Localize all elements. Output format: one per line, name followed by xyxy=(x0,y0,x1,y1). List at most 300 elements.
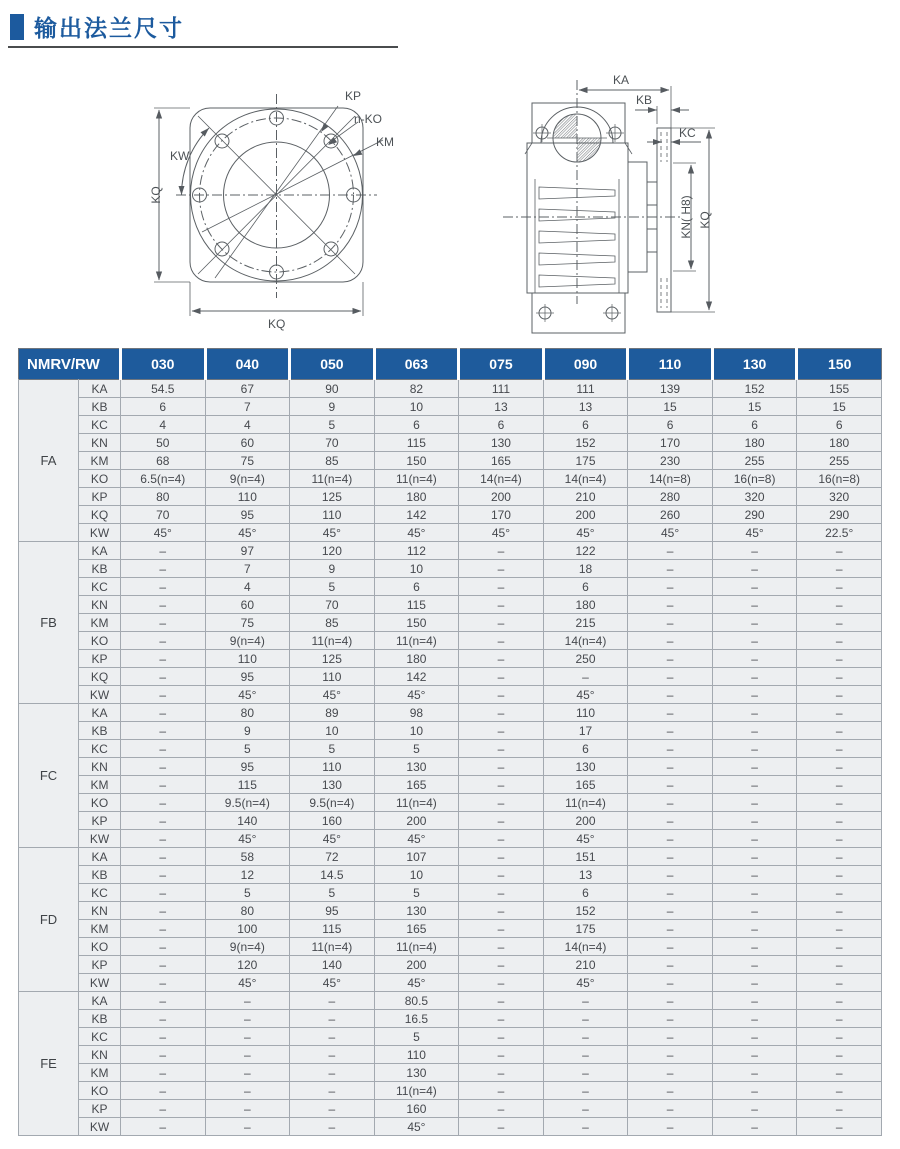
dim-value-cell: 45° xyxy=(290,974,375,992)
dim-value-cell: 14(n=8) xyxy=(628,470,713,488)
dim-value-cell: 45° xyxy=(459,524,544,542)
table-row xyxy=(19,686,882,704)
dim-value-cell: – xyxy=(628,740,713,758)
dim-value-cell: 255 xyxy=(712,452,797,470)
dim-value-cell: 110 xyxy=(290,668,375,686)
table-row xyxy=(19,416,882,434)
dim-value-cell: – xyxy=(543,992,628,1010)
dim-value-cell: 6 xyxy=(712,416,797,434)
dim-value-cell: – xyxy=(628,668,713,686)
dim-value-cell: 9 xyxy=(290,398,375,416)
dim-value-cell: – xyxy=(797,578,882,596)
dim-value-cell: 5 xyxy=(205,884,290,902)
dim-value-cell: – xyxy=(205,992,290,1010)
dim-value-cell: – xyxy=(628,758,713,776)
section-label-FB: FB xyxy=(19,542,79,704)
dim-value-cell: – xyxy=(712,812,797,830)
dim-value-cell: – xyxy=(797,920,882,938)
dim-value-cell: – xyxy=(459,686,544,704)
dim-label-cell: KM xyxy=(79,920,121,938)
dim-value-cell: 175 xyxy=(543,920,628,938)
dim-value-cell: 290 xyxy=(712,506,797,524)
table-row xyxy=(19,920,882,938)
dim-value-cell: 210 xyxy=(543,956,628,974)
dim-value-cell: – xyxy=(797,1046,882,1064)
dim-value-cell: 4 xyxy=(205,578,290,596)
dim-value-cell: 165 xyxy=(459,452,544,470)
dim-value-cell: 45° xyxy=(628,524,713,542)
dim-value-cell: 6 xyxy=(543,416,628,434)
dim-value-cell: 13 xyxy=(543,866,628,884)
dim-value-cell: 165 xyxy=(374,776,459,794)
dim-value-cell: – xyxy=(459,776,544,794)
dim-value-cell: – xyxy=(712,650,797,668)
dim-value-cell: – xyxy=(543,1100,628,1118)
dim-value-cell: – xyxy=(205,1082,290,1100)
dim-value-cell: – xyxy=(628,560,713,578)
dim-value-cell: 155 xyxy=(797,380,882,398)
dim-value-cell: – xyxy=(121,830,206,848)
dim-value-cell: – xyxy=(121,1118,206,1136)
dim-label-cell: KA xyxy=(79,542,121,560)
dim-value-cell: 152 xyxy=(543,902,628,920)
dim-label-cell: KA xyxy=(79,992,121,1010)
table-row xyxy=(19,830,882,848)
dim-value-cell: – xyxy=(797,956,882,974)
dim-value-cell: – xyxy=(290,1082,375,1100)
dim-value-cell: – xyxy=(628,812,713,830)
dim-value-cell: 130 xyxy=(290,776,375,794)
dim-value-cell: 122 xyxy=(543,542,628,560)
dim-value-cell: – xyxy=(797,794,882,812)
dim-value-cell: 45° xyxy=(290,686,375,704)
table-row xyxy=(19,776,882,794)
flange-table-body xyxy=(19,380,882,1136)
dim-value-cell: – xyxy=(459,830,544,848)
dim-value-cell: – xyxy=(712,848,797,866)
table-row xyxy=(19,1100,882,1118)
dim-value-cell: – xyxy=(290,1046,375,1064)
dim-label-cell: KW xyxy=(79,830,121,848)
dim-value-cell: 16(n=8) xyxy=(712,470,797,488)
dim-value-cell: 150 xyxy=(374,614,459,632)
dim-value-cell: 290 xyxy=(797,506,882,524)
table-row xyxy=(19,902,882,920)
dim-value-cell: – xyxy=(712,704,797,722)
dim-value-cell: 130 xyxy=(459,434,544,452)
table-row xyxy=(19,398,882,416)
dim-value-cell: 14(n=4) xyxy=(543,632,628,650)
table-row xyxy=(19,740,882,758)
dim-value-cell: – xyxy=(797,866,882,884)
dim-value-cell: 6 xyxy=(459,416,544,434)
dim-value-cell: – xyxy=(543,1118,628,1136)
section-label-FE: FE xyxy=(19,992,79,1136)
dim-value-cell: 85 xyxy=(290,614,375,632)
dim-value-cell: – xyxy=(628,830,713,848)
dim-value-cell: 200 xyxy=(374,956,459,974)
dim-value-cell: 5 xyxy=(374,740,459,758)
dim-value-cell: 7 xyxy=(205,560,290,578)
dim-label-cell: KW xyxy=(79,974,121,992)
dim-value-cell: – xyxy=(543,1064,628,1082)
dim-label-km: KM xyxy=(376,135,394,149)
dim-value-cell: – xyxy=(205,1046,290,1064)
dim-value-cell: 7 xyxy=(205,398,290,416)
dim-value-cell: 9 xyxy=(290,560,375,578)
dim-value-cell: – xyxy=(121,614,206,632)
dim-value-cell: – xyxy=(712,902,797,920)
dim-value-cell: 115 xyxy=(374,434,459,452)
table-row xyxy=(19,794,882,812)
table-row xyxy=(19,1082,882,1100)
dim-label-cell: KP xyxy=(79,1100,121,1118)
dim-value-cell: – xyxy=(459,884,544,902)
dim-label-cell: KB xyxy=(79,398,121,416)
dim-label-cell: KO xyxy=(79,794,121,812)
dim-value-cell: – xyxy=(712,1100,797,1118)
dim-value-cell: 160 xyxy=(374,1100,459,1118)
dim-value-cell: 58 xyxy=(205,848,290,866)
dim-value-cell: 14(n=4) xyxy=(459,470,544,488)
dim-value-cell: – xyxy=(290,1010,375,1028)
dim-label-cell: KN xyxy=(79,758,121,776)
dim-value-cell: 115 xyxy=(290,920,375,938)
dim-value-cell: 110 xyxy=(290,758,375,776)
dim-value-cell: – xyxy=(797,740,882,758)
dim-value-cell: 5 xyxy=(290,740,375,758)
table-row xyxy=(19,704,882,722)
dim-value-cell: 95 xyxy=(290,902,375,920)
table-row xyxy=(19,668,882,686)
dim-value-cell: 85 xyxy=(290,452,375,470)
dim-value-cell: – xyxy=(712,974,797,992)
dim-value-cell: 10 xyxy=(290,722,375,740)
dim-value-cell: 200 xyxy=(543,812,628,830)
dim-value-cell: – xyxy=(797,1100,882,1118)
dim-value-cell: – xyxy=(459,650,544,668)
dim-label-cell: KN xyxy=(79,434,121,452)
dim-label-n-ko: n-KO xyxy=(354,112,383,126)
dim-value-cell: 70 xyxy=(121,506,206,524)
section-label-FC: FC xyxy=(19,704,79,848)
dim-value-cell: 90 xyxy=(290,380,375,398)
dim-value-cell: 22.5° xyxy=(797,524,882,542)
dim-value-cell: 111 xyxy=(459,380,544,398)
dim-value-cell: – xyxy=(121,902,206,920)
dim-value-cell: – xyxy=(628,776,713,794)
dim-label-cell: KQ xyxy=(79,506,121,524)
dim-value-cell: 45° xyxy=(374,830,459,848)
table-row xyxy=(19,1118,882,1136)
dim-value-cell: 11(n=4) xyxy=(374,1082,459,1100)
dim-value-cell: – xyxy=(459,1028,544,1046)
dim-value-cell: – xyxy=(459,560,544,578)
dim-value-cell: – xyxy=(797,704,882,722)
dim-value-cell: – xyxy=(628,596,713,614)
dim-value-cell: 45° xyxy=(374,524,459,542)
dim-value-cell: 142 xyxy=(374,506,459,524)
dim-value-cell: 45° xyxy=(205,974,290,992)
table-row xyxy=(19,974,882,992)
dim-value-cell: – xyxy=(628,884,713,902)
dim-value-cell: – xyxy=(121,938,206,956)
dim-value-cell: – xyxy=(628,1118,713,1136)
dim-value-cell: 45° xyxy=(374,1118,459,1136)
dim-value-cell: 160 xyxy=(290,812,375,830)
dim-value-cell: – xyxy=(543,1010,628,1028)
dim-value-cell: 75 xyxy=(205,452,290,470)
dim-value-cell: – xyxy=(459,956,544,974)
dim-value-cell: – xyxy=(712,758,797,776)
dim-value-cell: 80 xyxy=(205,704,290,722)
gearbox-side-view-drawing xyxy=(495,62,727,338)
dim-label-cell: KM xyxy=(79,452,121,470)
dim-value-cell: 95 xyxy=(205,668,290,686)
column-header-030: 030 xyxy=(121,349,206,380)
dim-value-cell: 45° xyxy=(290,524,375,542)
dim-value-cell: – xyxy=(459,794,544,812)
dim-value-cell: 5 xyxy=(374,884,459,902)
table-row xyxy=(19,524,882,542)
dim-value-cell: – xyxy=(628,992,713,1010)
dim-value-cell: 115 xyxy=(374,596,459,614)
dim-value-cell: 180 xyxy=(374,650,459,668)
dim-value-cell: – xyxy=(121,722,206,740)
dim-value-cell: – xyxy=(712,614,797,632)
dim-value-cell: – xyxy=(121,992,206,1010)
table-row xyxy=(19,632,882,650)
dim-value-cell: 120 xyxy=(205,956,290,974)
dim-value-cell: 200 xyxy=(459,488,544,506)
dim-value-cell: 72 xyxy=(290,848,375,866)
dim-value-cell: – xyxy=(459,902,544,920)
dim-value-cell: 45° xyxy=(205,830,290,848)
dim-value-cell: – xyxy=(628,920,713,938)
dim-value-cell: 9.5(n=4) xyxy=(205,794,290,812)
dim-label-cell: KB xyxy=(79,866,121,884)
dim-value-cell: – xyxy=(459,614,544,632)
dim-value-cell: 320 xyxy=(797,488,882,506)
dim-value-cell: 45° xyxy=(290,830,375,848)
table-row xyxy=(19,488,882,506)
dim-value-cell: – xyxy=(290,1064,375,1082)
table-row xyxy=(19,758,882,776)
dim-value-cell: – xyxy=(628,542,713,560)
dim-value-cell: 139 xyxy=(628,380,713,398)
dim-value-cell: – xyxy=(628,650,713,668)
dim-value-cell: 5 xyxy=(290,416,375,434)
dim-value-cell: 15 xyxy=(797,398,882,416)
dim-value-cell: 13 xyxy=(459,398,544,416)
dim-value-cell: 6 xyxy=(543,884,628,902)
dim-label-cell: KN xyxy=(79,596,121,614)
dim-value-cell: – xyxy=(797,1028,882,1046)
dim-value-cell: 165 xyxy=(543,776,628,794)
dim-value-cell: – xyxy=(543,1046,628,1064)
dim-value-cell: – xyxy=(797,686,882,704)
title-underline xyxy=(8,46,398,48)
dim-value-cell: 11(n=4) xyxy=(290,938,375,956)
dim-value-cell: – xyxy=(459,722,544,740)
table-row xyxy=(19,542,882,560)
dim-label-cell: KP xyxy=(79,650,121,668)
dim-value-cell: 16(n=8) xyxy=(797,470,882,488)
dim-value-cell: – xyxy=(459,812,544,830)
dim-label-cell: KC xyxy=(79,740,121,758)
dim-value-cell: 97 xyxy=(205,542,290,560)
dim-value-cell: 111 xyxy=(543,380,628,398)
dim-value-cell: – xyxy=(797,668,882,686)
section-label-FD: FD xyxy=(19,848,79,992)
dim-value-cell: – xyxy=(459,1118,544,1136)
column-header-050: 050 xyxy=(290,349,375,380)
dim-label-kw: KW xyxy=(170,149,190,163)
dim-value-cell: – xyxy=(121,596,206,614)
dim-value-cell: – xyxy=(628,956,713,974)
dim-value-cell: 10 xyxy=(374,560,459,578)
dim-value-cell: – xyxy=(459,920,544,938)
dim-label-cell: KQ xyxy=(79,668,121,686)
dim-value-cell: – xyxy=(797,560,882,578)
dim-value-cell: 250 xyxy=(543,650,628,668)
dim-value-cell: – xyxy=(712,578,797,596)
dim-value-cell: 80 xyxy=(121,488,206,506)
dim-value-cell: 95 xyxy=(205,758,290,776)
table-row xyxy=(19,866,882,884)
dim-value-cell: – xyxy=(121,1100,206,1118)
dim-label-cell: KC xyxy=(79,578,121,596)
dim-value-cell: 45° xyxy=(543,686,628,704)
dim-value-cell: – xyxy=(459,974,544,992)
dim-value-cell: 130 xyxy=(374,758,459,776)
dim-value-cell: – xyxy=(121,560,206,578)
dim-label-kc: KC xyxy=(679,126,696,140)
dim-value-cell: – xyxy=(712,740,797,758)
dim-value-cell: 6 xyxy=(121,398,206,416)
dim-value-cell: – xyxy=(205,1028,290,1046)
dim-value-cell: – xyxy=(459,578,544,596)
dim-label-cell: KM xyxy=(79,776,121,794)
dim-value-cell: 54.5 xyxy=(121,380,206,398)
dim-value-cell: – xyxy=(205,1064,290,1082)
table-row xyxy=(19,650,882,668)
dim-value-cell: 120 xyxy=(290,542,375,560)
dim-value-cell: – xyxy=(797,596,882,614)
dim-label-cell: KC xyxy=(79,1028,121,1046)
dim-value-cell: – xyxy=(712,668,797,686)
dim-value-cell: – xyxy=(459,1064,544,1082)
dim-value-cell: – xyxy=(797,974,882,992)
dim-label-cell: KN xyxy=(79,1046,121,1064)
dim-value-cell: – xyxy=(459,542,544,560)
dim-value-cell: 11(n=4) xyxy=(374,938,459,956)
dim-value-cell: – xyxy=(121,650,206,668)
dim-value-cell: 82 xyxy=(374,380,459,398)
dim-value-cell: 15 xyxy=(712,398,797,416)
dim-value-cell: – xyxy=(712,1046,797,1064)
dim-value-cell: – xyxy=(628,974,713,992)
table-row xyxy=(19,596,882,614)
dim-value-cell: 45° xyxy=(374,686,459,704)
dim-value-cell: 180 xyxy=(374,488,459,506)
dim-value-cell: – xyxy=(712,794,797,812)
dim-label-cell: KM xyxy=(79,1064,121,1082)
dim-value-cell: – xyxy=(797,902,882,920)
dim-value-cell: – xyxy=(712,1082,797,1100)
dim-value-cell: – xyxy=(797,1064,882,1082)
dim-value-cell: – xyxy=(712,776,797,794)
dim-value-cell: – xyxy=(712,884,797,902)
dim-value-cell: – xyxy=(459,758,544,776)
dim-value-cell: – xyxy=(712,866,797,884)
dim-value-cell: – xyxy=(121,884,206,902)
table-row xyxy=(19,956,882,974)
dim-value-cell: 45° xyxy=(121,524,206,542)
dim-value-cell: – xyxy=(121,812,206,830)
dim-value-cell: 10 xyxy=(374,722,459,740)
dim-value-cell: 260 xyxy=(628,506,713,524)
dim-value-cell: – xyxy=(628,848,713,866)
dim-value-cell: 14(n=4) xyxy=(543,470,628,488)
table-row xyxy=(19,1028,882,1046)
dim-label-cell: KN xyxy=(79,902,121,920)
dim-value-cell: – xyxy=(459,740,544,758)
dim-value-cell: 45° xyxy=(543,974,628,992)
dim-value-cell: 100 xyxy=(205,920,290,938)
dim-value-cell: 200 xyxy=(543,506,628,524)
table-corner-header: NMRV/RW xyxy=(19,349,121,380)
column-header-110: 110 xyxy=(628,349,713,380)
dim-value-cell: – xyxy=(628,722,713,740)
dim-value-cell: 180 xyxy=(712,434,797,452)
dim-value-cell: 80 xyxy=(205,902,290,920)
dim-value-cell: – xyxy=(459,992,544,1010)
dim-value-cell: – xyxy=(797,632,882,650)
dim-value-cell: 67 xyxy=(205,380,290,398)
dim-value-cell: 152 xyxy=(543,434,628,452)
dim-value-cell: – xyxy=(290,1100,375,1118)
dim-value-cell: 11(n=4) xyxy=(374,794,459,812)
table-row xyxy=(19,938,882,956)
dim-value-cell: – xyxy=(712,1028,797,1046)
dim-value-cell: – xyxy=(459,668,544,686)
dim-value-cell: 210 xyxy=(543,488,628,506)
dim-value-cell: 125 xyxy=(290,650,375,668)
table-row xyxy=(19,1064,882,1082)
table-row xyxy=(19,470,882,488)
dim-value-cell: – xyxy=(121,704,206,722)
dim-value-cell: – xyxy=(712,1118,797,1136)
dim-value-cell: – xyxy=(543,1082,628,1100)
dim-value-cell: – xyxy=(205,1118,290,1136)
dim-value-cell: – xyxy=(797,776,882,794)
table-row xyxy=(19,884,882,902)
dim-value-cell: – xyxy=(290,1028,375,1046)
dim-value-cell: 80.5 xyxy=(374,992,459,1010)
dim-value-cell: 110 xyxy=(374,1046,459,1064)
column-header-040: 040 xyxy=(205,349,290,380)
dim-value-cell: – xyxy=(459,596,544,614)
dim-value-cell: – xyxy=(628,1046,713,1064)
dim-value-cell: 6 xyxy=(628,416,713,434)
dim-value-cell: – xyxy=(712,1064,797,1082)
dim-value-cell: 142 xyxy=(374,668,459,686)
dim-value-cell: – xyxy=(205,1010,290,1028)
column-header-075: 075 xyxy=(459,349,544,380)
dim-value-cell: – xyxy=(121,956,206,974)
dim-value-cell: 107 xyxy=(374,848,459,866)
